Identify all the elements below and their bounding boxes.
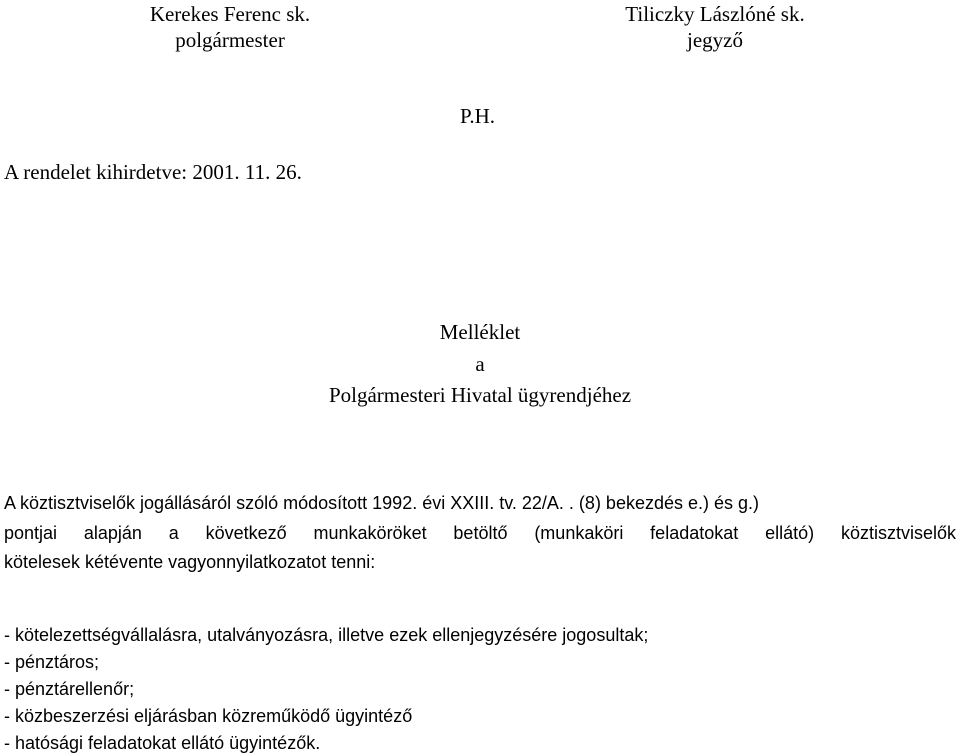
annex-subtitle: Polgármesteri Hivatal ügyrendjéhez	[328, 383, 632, 407]
promulgation-date: A rendelet kihirdetve: 2001. 11. 26.	[4, 160, 302, 184]
list-item: - kötelezettségvállalásra, utalványozásra, illetve ezek ellenjegyzésére jogosultak;	[4, 625, 649, 645]
seal-placeholder: P.H.	[460, 104, 496, 128]
annex-title: Melléklet	[439, 320, 521, 344]
paragraph-line-1: A köztisztviselők jogállásáról szóló módosított 1992. évi XXIII. tv. 22/A. . (8) bekezdés e.) és g.)	[4, 493, 760, 513]
paragraph-line-2: pontjai alapján a következő munkaköröket betöltő (munkaköri feladatokat ellátó) köztisztviselők	[4, 523, 956, 543]
list-item: - pénztárellenőr;	[4, 679, 135, 699]
notary-title: jegyző	[687, 28, 743, 52]
list-item: - közbeszerzési eljárásban közreműködő ügyintéző	[4, 706, 413, 726]
list-item: - pénztáros;	[4, 652, 100, 672]
mayor-title: polgármester	[175, 28, 285, 52]
paragraph-line-3: kötelesek kétévente vagyonnyilatkozatot tenni:	[4, 552, 376, 572]
notary-name: Tiliczky Lászlóné sk.	[625, 2, 805, 26]
list-item: - hatósági feladatokat ellátó ügyintézők.	[4, 733, 321, 753]
mayor-name: Kerekes Ferenc sk.	[149, 2, 311, 26]
annex-article: a	[475, 352, 485, 376]
